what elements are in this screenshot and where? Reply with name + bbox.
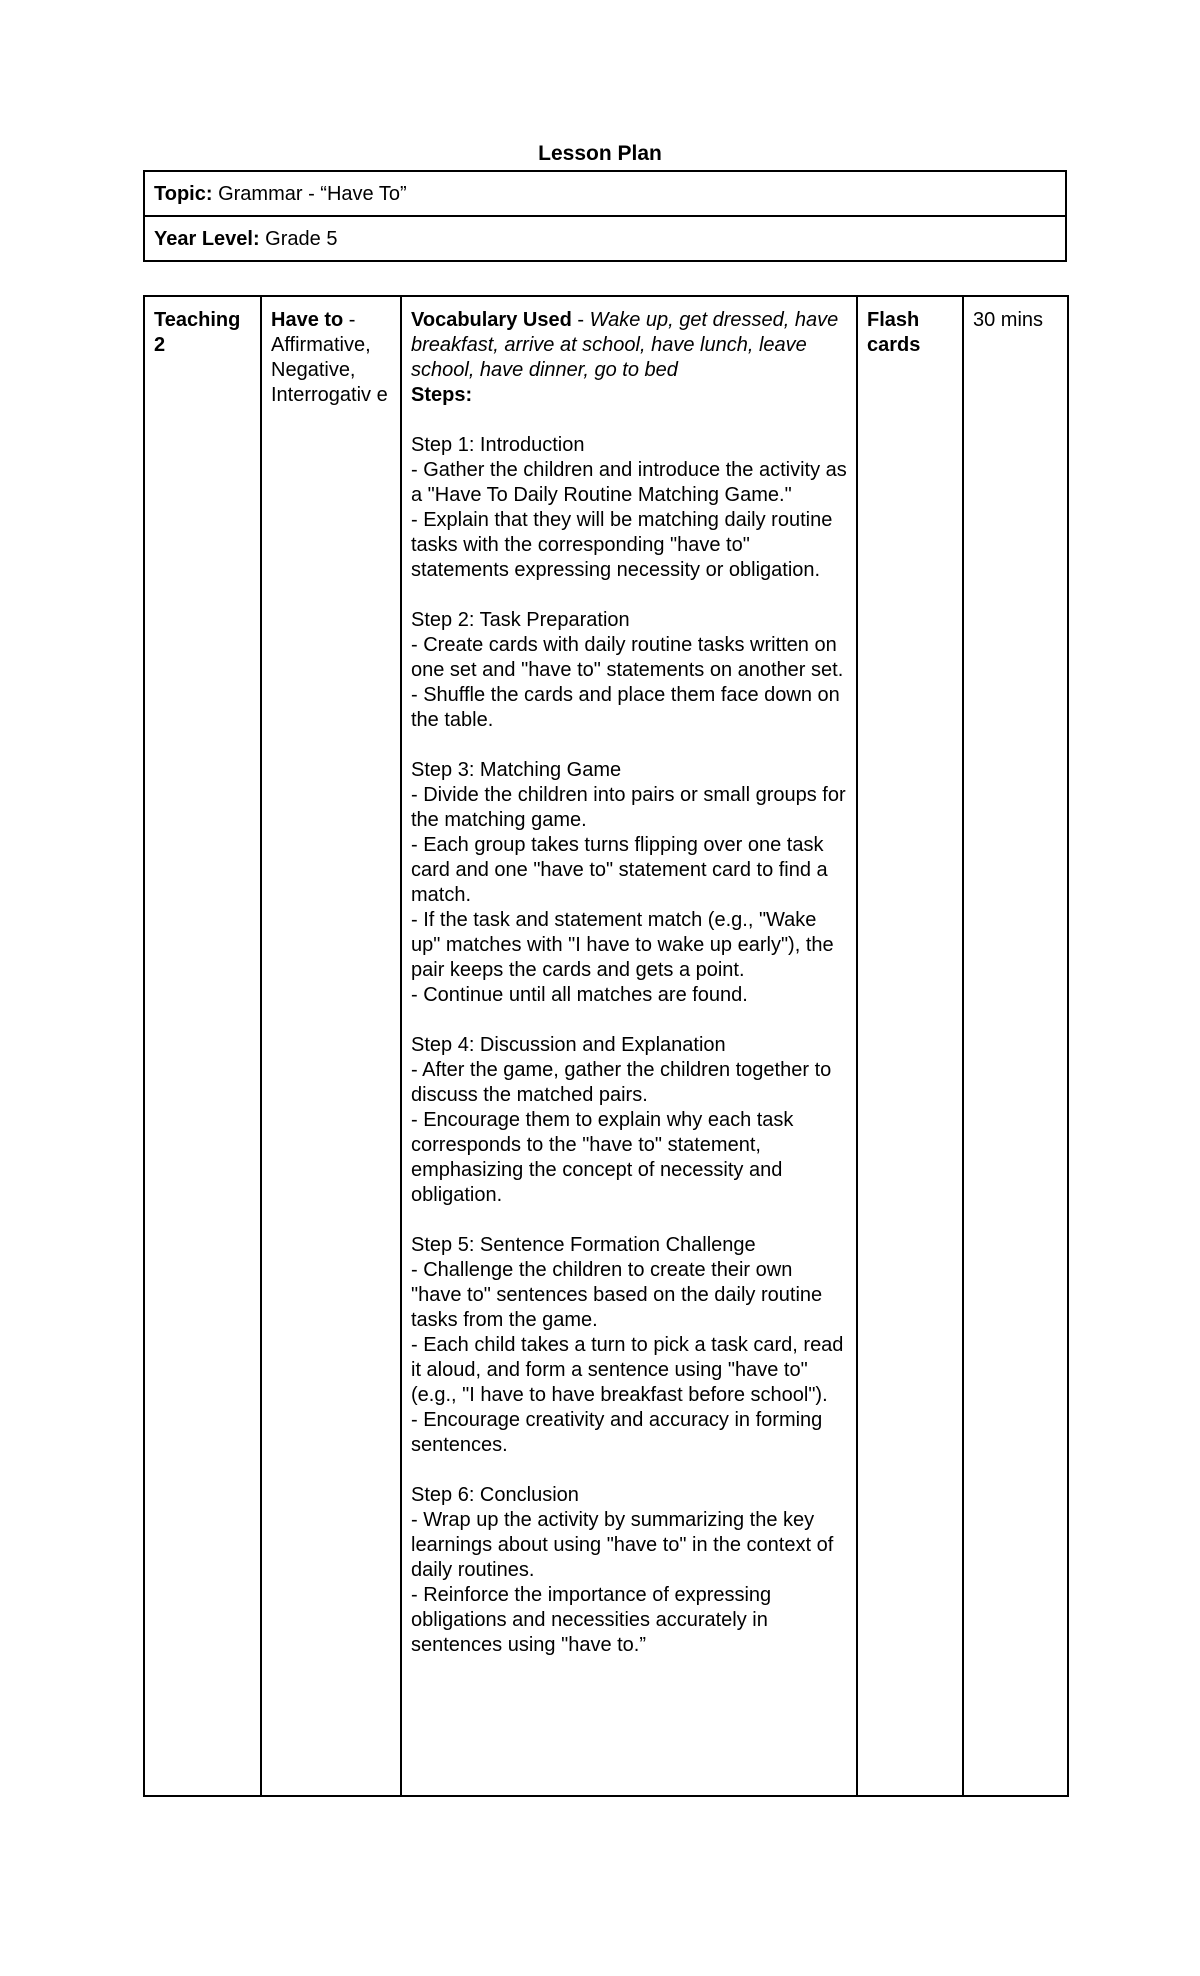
topic-label: Topic: bbox=[154, 182, 213, 205]
step-line: - Encourage creativity and accuracy in forming sentences. bbox=[411, 1409, 823, 1456]
step-title: Step 4: Discussion and Explanation bbox=[411, 1034, 726, 1056]
plan-row bbox=[144, 296, 1068, 1796]
step-line: - Create cards with daily routine tasks written on one set and "have to" statements on another set. bbox=[411, 634, 844, 681]
procedure-cell bbox=[401, 296, 857, 1796]
step-block bbox=[411, 758, 847, 1008]
step-spacer bbox=[411, 1458, 847, 1483]
topic-row bbox=[144, 171, 1066, 216]
document-title: Lesson Plan bbox=[538, 142, 662, 165]
step-line: - Each child takes a turn to pick a task card, read it aloud, and form a sentence using "have to" (e.g., "I have to have breakfast before school"). bbox=[411, 1334, 844, 1406]
step-line: - Gather the children and introduce the activity as a "Have To Daily Routine Matching Game." bbox=[411, 459, 847, 506]
vocabulary-dash: - bbox=[571, 309, 590, 331]
info-table bbox=[143, 170, 1067, 262]
step-line: - Reinforce the importance of expressing obligations and necessities accurately in sentences using "have to.” bbox=[411, 1584, 772, 1656]
year-level-label: Year Level: bbox=[154, 227, 260, 250]
step-line: - Wrap up the activity by summarizing the key learnings about using "have to" in the context of daily routines. bbox=[411, 1509, 834, 1581]
step-spacer bbox=[411, 408, 847, 433]
step-line: - Divide the children into pairs or small groups for the matching game. bbox=[411, 784, 846, 831]
year-level-row bbox=[144, 216, 1066, 261]
focus-detail: Affirmative, Negative, Interrogativ e bbox=[271, 334, 388, 406]
step-spacer bbox=[411, 733, 847, 758]
step-title: Step 3: Matching Game bbox=[411, 759, 622, 781]
step-block bbox=[411, 433, 847, 583]
step-title: Step 6: Conclusion bbox=[411, 1484, 579, 1506]
topic-cell bbox=[144, 171, 1066, 216]
year-level-cell bbox=[144, 216, 1066, 261]
step-spacer bbox=[411, 1008, 847, 1033]
step-line: - Encourage them to explain why each task corresponds to the "have to" statement, emphasizing the concept of necessity and obligation. bbox=[411, 1109, 794, 1206]
year-level-value: Grade 5 bbox=[259, 227, 338, 250]
vocabulary-line bbox=[411, 308, 847, 383]
step-block bbox=[411, 1033, 847, 1208]
topic-value: Grammar - “Have To” bbox=[212, 182, 407, 205]
step-title: Step 2: Task Preparation bbox=[411, 609, 630, 631]
steps-label: Steps: bbox=[411, 384, 473, 406]
step-line: - Explain that they will be matching daily routine tasks with the corresponding "have to" statements expressing necessity or obligation. bbox=[411, 509, 833, 581]
step-block bbox=[411, 1233, 847, 1458]
step-spacer bbox=[411, 583, 847, 608]
step-line: - Challenge the children to create their own "have to" sentences based on the daily routine tasks from the game. bbox=[411, 1259, 823, 1331]
focus-cell bbox=[261, 296, 401, 1796]
stage-cell: Teaching 2 bbox=[144, 296, 261, 1796]
vocabulary-label: Vocabulary Used bbox=[411, 309, 572, 331]
step-spacer bbox=[411, 1208, 847, 1233]
focus-title: Have to bbox=[271, 309, 344, 331]
steps-list bbox=[411, 408, 847, 1658]
time-cell: 30 mins bbox=[963, 296, 1068, 1796]
step-line: - Each group takes turns flipping over one task card and one "have to" statement card to find a match. bbox=[411, 834, 828, 906]
step-block bbox=[411, 608, 847, 733]
lesson-plan-table bbox=[143, 295, 1069, 1797]
resources-cell: Flash cards bbox=[857, 296, 963, 1796]
step-line: - After the game, gather the children together to discuss the matched pairs. bbox=[411, 1059, 832, 1106]
focus-dash: - bbox=[343, 309, 356, 331]
step-line: - Shuffle the cards and place them face down on the table. bbox=[411, 684, 840, 731]
step-title: Step 5: Sentence Formation Challenge bbox=[411, 1234, 756, 1256]
step-line: - Continue until all matches are found. bbox=[411, 984, 748, 1006]
step-block bbox=[411, 1483, 847, 1658]
vocabulary-words: Wake up, get dressed, have breakfast, arrive at school, have lunch, leave school, have dinner, go to bed bbox=[411, 309, 839, 381]
step-line: - If the task and statement match (e.g., "Wake up" matches with "I have to wake up early"), the pair keeps the cards and gets a point. bbox=[411, 909, 834, 981]
step-title: Step 1: Introduction bbox=[411, 434, 585, 456]
